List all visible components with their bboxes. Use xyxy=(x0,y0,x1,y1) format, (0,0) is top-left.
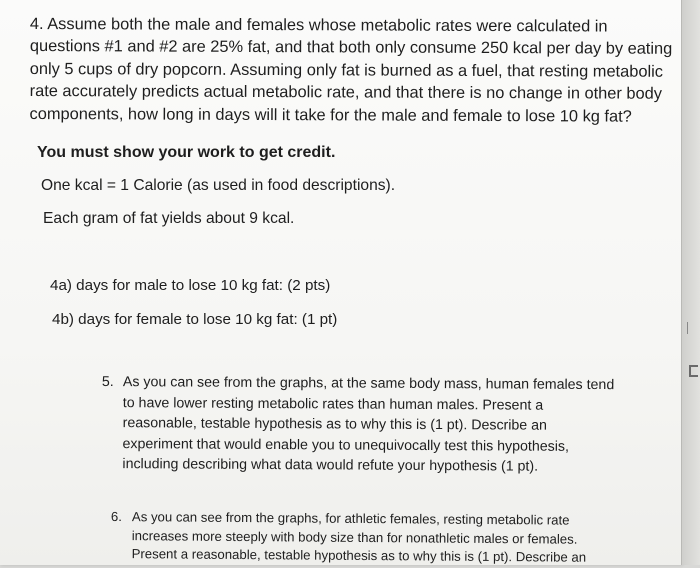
question-4-text xyxy=(29,13,673,128)
question-4a: 4a) days for male to lose 10 kg fat: (2 pts) xyxy=(50,277,331,294)
question-5-line: including describing what data would refute your hypothesis (1 pt). xyxy=(122,456,539,475)
question-4-line: 4. Assume both the male and females whose metabolic rates were calculated in xyxy=(29,14,608,36)
question-4b: 4b) days for female to lose 10 kg fat: (1 pt) xyxy=(52,311,338,328)
question-6-line: As you can see from the graphs, for athletic females, resting metabolic rate xyxy=(131,509,570,528)
question-4-line: questions #1 and #2 are 25% fat, and that both only consume 250 kcal per day by eating xyxy=(29,37,673,59)
bracket-icon xyxy=(689,365,698,377)
question-5-line: to have lower resting metabolic rates than human males. Present a xyxy=(122,394,544,414)
question-4-line: only 5 cups of dry popcorn. Assuming only fat is burned as a fuel, that resting metabolic xyxy=(29,59,664,81)
question-6 xyxy=(111,508,587,568)
question-5 xyxy=(101,372,614,478)
fat-energy-note: Each gram of fat yields about 9 kcal. xyxy=(43,210,295,227)
question-5-line: As you can see from the graphs, at the same body mass, human females tend xyxy=(122,374,615,394)
question-5-number: 5. xyxy=(101,373,114,391)
question-4-line: rate accurately predicts actual metabolic rate, and that there is no change in other body xyxy=(29,82,663,103)
kcal-definition-note: One kcal = 1 Calorie (as used in food descriptions). xyxy=(41,177,396,194)
question-6-line: Present a reasonable, testable hypothesis as to why this is (1 pt). Describe an xyxy=(131,546,587,565)
question-6-number: 6. xyxy=(110,508,122,525)
adjacent-page-edge xyxy=(682,0,700,565)
edge-mark xyxy=(684,322,688,334)
question-4-line: components, how long in days will it take for the male and female to lose 10 kg fat? xyxy=(29,104,632,126)
show-work-instruction: You must show your work to get credit. xyxy=(37,144,336,161)
question-5-line: experiment that would enable you to unequivocally test this hypothesis, xyxy=(122,435,569,455)
question-5-text xyxy=(122,372,614,477)
question-6-text xyxy=(132,508,587,567)
question-6-line: increases more steeply with body size than for nonathletic males or females. xyxy=(131,527,578,547)
question-5-line: reasonable, testable hypothesis as to why this is (1 pt). Describe an xyxy=(122,415,548,434)
